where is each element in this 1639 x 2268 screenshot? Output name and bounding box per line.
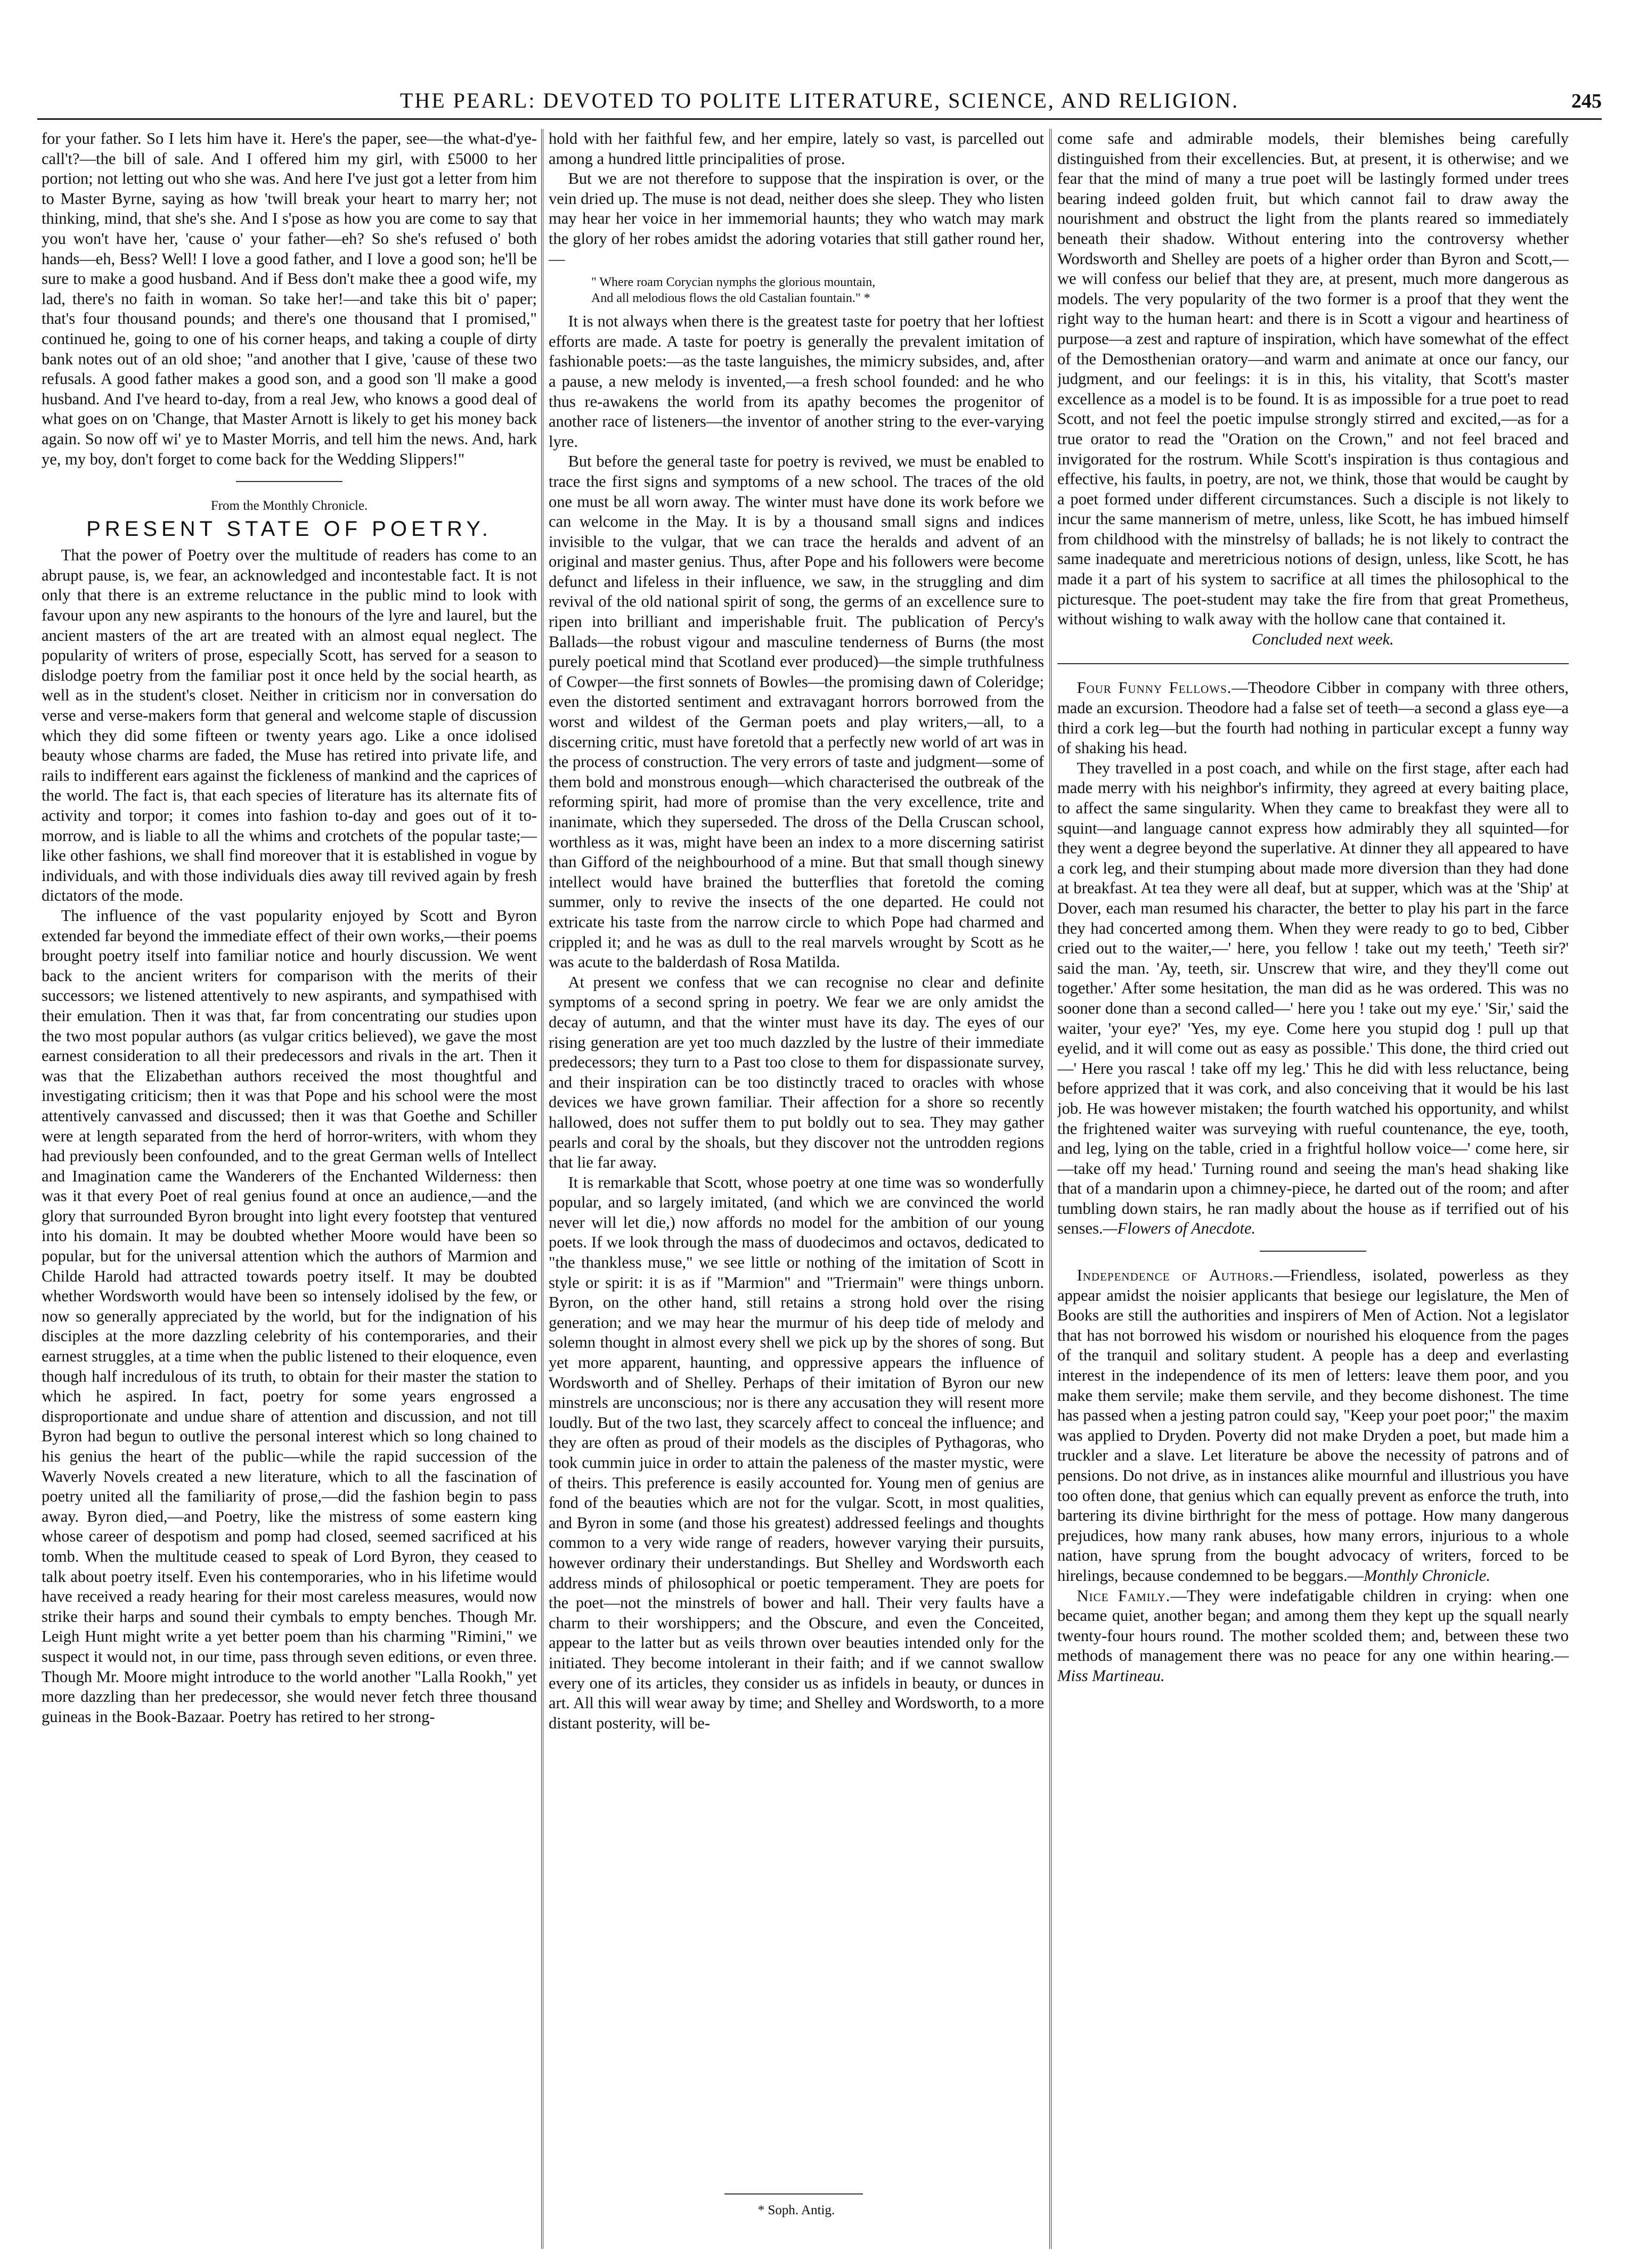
verse-line: And all melodious flows the old Castalian fountain." * [591, 291, 870, 306]
column-1 [42, 129, 537, 2238]
anecdote-source: —Flowers of Anecdote. [1103, 1219, 1256, 1238]
concluded-note: Concluded next week. [1251, 630, 1394, 648]
essay-text: —Friendless, isolated, powerless as they appear amidst the noisier applicants that besiege our legislature, the Men of Books are still the authorities and inspirers of Men of Action. Not a legislator that has not borrowed his wisdom or nourished his eloquence from the pages of the tranquil and solitary student. A people has a deep and everlasting interest in the independence of its men of letters: leave them poor, and you make them servile; make them servile, and they become dishonest. The time has passed when a jesting patron could say, "Keep your poet poor;" the maxim was applied to Dryden. Poverty did not make Dryden a poet, but made him a truckler and a slave. Let literature be above the necessity of patrons and of pensions. Do not drive, as in instances alike mournful and illustrious you have too often done, that genius which can equally prevent as enforce the truth, into bartering its divine birthright for the mess of pottage. How many dangerous prejudices, how many rank abuses, how many errors, injurious to a whole nation, have sprung from the bought advocacy of writers, forced to be hirelings, because condemned to be beggars.— [1057, 1266, 1569, 1585]
anecdote-text: They travelled in a post coach, and while on the first stage, after each had made merry with his neighbor's infirmity, they agreed at every baiting place, to affect the same singularity. When they came to breakfast they were all to squint—and language cannot express how admirably they all squinted—for they went a degree beyond the superlative. At dinner they all appeared to have a cork leg, and their stumping about made more diversion than they had done at breakfast. At tea they were all deaf, but at supper, which was at the 'Ship' at Dover, each man resumed his character, the better to play his part in the farce they had concerted among them. When they were ready to go to bed, Cibber cried out to the waiter,—' here, you fellow ! take out my teeth,' 'Teeth sir?' said the man. 'Ay, teeth, sir. Unscrew that wire, and they they'll come out together.' After some hesitation, the man did as he was ordered. This was no sooner done than a second called—' here you ! take out my eye.' 'Sir,' said the waiter, 'your eye?' 'Yes, my eye. Come here you stupid dog ! pull up that eyelid, and it will come out as easy as possible.' This done, the third cried out—' Here you rascal ! take off my leg.' This he did with less reluctance, being before apprized that it was cork, and also conceiving that it would be his last job. He was however mistaken; the fourth watched his opportunity, and whilst the frightened waiter was surveying with rueful countenance, the eye, tooth, and leg, lying on the table, cried in a frightful hollow voice—' come here, sir—take off my head.' Turning round and seeing the man's head shaking like that of a mandarin upon a chimney-piece, he darted out of the room; and after tumbling down stairs, he ran madly about the house as if terrified out of his senses. [1057, 758, 1569, 1238]
article-paragraph: But before the general taste for poetry is revived, we must be enabled to trace the first signs and symptoms of a new school. The traces of the old one must be all worn away. The winter must have done its work before we can welcome in the May. It is by a thousand small signs and indices invisible to the vulgar, that we can trace the heralds and advent of an original and master genius. Thus, after Pope and his followers were become defunct and lifeless in their influence, we saw, in the struggling and dim revival of the old national spirit of song, the germs of an excellence sure to ripen into brilliant and imperishable fruit. The publication of Percy's Ballads—the robust vigour and masculine tenderness of Burns (the most purely poetical mind that Scotland ever produced)—the simple truthfulness of Cowper—the first sonnets of Bowles—the promising dawn of Coleridge; even the distorted sentiment and extravagant horrors borrowed from the worst and wildest of the German poets and play writers,—all, to a discerning critic, must have foretold that a perfectly new world of art was in the process of construction. The very errors of taste and judgment—some of them bold and monstrous enough—which characterised the outbreak of the reforming spirit, had more of promise than the very excellence, trite and inanimate, which they superseded. The dross of the Della Cruscan school, worthless as it was, might have been an index to a more discerning satirist than Gifford of the neighbourhood of a mine. But that small though sinewy intellect would have brained the butterflies that foretold the coming summer, only to revive the insects of the one departed. He could not extricate his taste from the narrow circle to which Pope had charmed and crippled it; and he was as dull to the real marvels wrought by Scott as he was acute to the balderdash of Rosa Matilda. [549, 452, 1044, 972]
column-3 [1057, 129, 1569, 2238]
article-paragraph: hold with her faithful few, and her empire, lately so vast, is parcelled out among a hundred little principalities of prose. [549, 129, 1044, 168]
page-header [37, 80, 1602, 120]
essay-heading: Independence of Authors. [1077, 1266, 1274, 1285]
page-number: 245 [1571, 90, 1602, 112]
anecdote-text: —Theodore Cibber in company with three others, made an excursion. Theodore had a false set of teeth—a second a glass eye—a third a cork leg—but the fourth had nothing in particular except a funny way of shaking his head. [1057, 679, 1569, 757]
article-source: From the Monthly Chronicle. [210, 499, 368, 513]
column-2 [549, 129, 1044, 2238]
article-paragraph: come safe and admirable models, their blemishes being carefully distinguished from their excellencies. But, at present, it is otherwise; and we fear that the mind of many a true poet will be lastingly formed under trees bearing indeed golden fruit, but which cannot fail to draw away the nourishment and obstruct the light from the plants reared so immediately beneath their shadow. Without entering into the controversy whether Wordsworth and Shelley are poets of a higher order than Byron and Scott,—we will confess our belief that they are, at present, much more dangerous as models. The very popularity of the two former is a proof that they went the right way to the human heart: and there is in Scott a vigour and heartiness of purpose—a zest and rapture of inspiration, which have somewhat of the effect of the Demosthenian oratory—and warm and animate at once our fancy, our judgment, and our feelings: it is in this, his vitality, that Scott's master excellence as a model is to be found. It is as impossible for a true poet to read Scott, and not feel the poetic impulse strongly stirred and excited,—as for a true orator to read the "Oration on the Crown," and not feel braced and invigorated for the rostrum. While Scott's inspiration is thus contagious and effective, his faults, in poetry, are not, we think, those that would be caught by a poet formed under different circumstances. Such a disciple is not likely to incur the same mannerism of metre, unless, like Scott, he has imbued himself from childhood with the minstrelsy of ballads; he is not likely to contract the same inadequate and meretricious notions of design, unless, like Scott, he has made it a part of his system to sacrifice at all times the philosophical to the picturesque. The poet-student may take the fire from that great Prometheus, without wishing to walk away with the hollow cane that contained it. [1057, 129, 1569, 629]
note-paragraph [1057, 1586, 1569, 1686]
article-paragraph: At present we confess that we can recognise no clear and definite symptoms of a second spring in poetry. We fear we are only amidst the decay of autumn, and that the winter must have its day. The eyes of our rising generation are yet too much dazzled by the lustre of their immediate predecessors; they turn to a Past too close to them for dispassionate survey, and their inspiration can be too distinctly traced to oracles with whose devices we have grown familiar. Their affection for a shore so recently hallowed, does not suffer them to put boldly out to sea. They may gather pearls and coral by the shoals, but they discover not the untrodden regions that lie far away. [549, 973, 1044, 1172]
section-divider [1057, 663, 1569, 664]
article-paragraph: That the power of Poetry over the multitude of readers has come to an abrupt pause, is, we fear, an acknowledged and incontestable fact. It is not only that there is an extreme reluctance in the public mind to look with favour upon any new aspirants to the honours of the lyre and laurel, but the ancient masters of the art are treated with an almost equal neglect. The popularity of writers of prose, especially Scott, has served for a season to dislodge poetry from the familiar post it once held by the social hearth, as well as in the student's closet. Neither in criticism nor in conversation do verse and verse-makers form that general and welcome staple of discussion which they did some fifteen or twenty years ago. Like a once idolised beauty whose charms are faded, the Muse has retired into private life, and rails to indifferent ears against the fickleness of mankind and the caprices of the world. The fact is, that each species of literature has its alternate fits of activity and torpor; it comes into fashion to-day and goes out of it to-morrow, and is liable to all the whims and crotchets of the popular taste;—like other fashions, we shall find moreover that it is established in vogue by individuals, and with those individuals dies away till revived again by fresh dictators of the mode. [42, 546, 537, 905]
section-divider [1260, 1251, 1366, 1252]
article-paragraph: It is not always when there is the greatest taste for poetry that her loftiest efforts are made. A taste for poetry is generally the prevalent imitation of fashionable poets:—as the taste languishes, the mimicry subsides, and, after a pause, a new melody is invented,—a fresh school founded: and he who thus re-awakens the world from its apathy becomes the progenitor of another race of listeners—the inventor of another string to the ever-varying lyre. [549, 312, 1044, 451]
article-paragraph: But we are not therefore to suppose that the inspiration is over, or the vein dried up. The muse is not dead, neither does she sleep. They who listen may hear her voice in her immemorial haunts; they who watch may mark the glory of her robes amidst the adoring votaries that still gather round her,— [549, 169, 1044, 268]
column-rule-left [541, 129, 543, 2249]
note-source: —Miss Martineau. [1057, 1646, 1569, 1685]
essay-source: Monthly Chronicle. [1364, 1566, 1490, 1585]
verse-line: " Where roam Corycian nymphs the glorious mountain, [591, 275, 876, 290]
column-rule-right [1049, 129, 1051, 2249]
article-title: PRESENT STATE OF POETRY. [86, 517, 492, 541]
article-paragraph: The influence of the vast popularity enjoyed by Scott and Byron extended far beyond the immediate effect of their own works,—their poems brought poetry itself into familiar notice and hourly discussion. We went back to the ancient writers for comparison with the merits of their successors; we listened attentively to new aspirants, and sympathised with their emulation. Then it was that, far from concentrating our studies upon the two most popular authors (as vulgar critics believed), we gave the most earnest consideration to all their predecessors and rivals in the art. Then it was that the Elizabethan authors received the most thoughtful and investigating criticism; then it was that Pope and his school were the most attentively canvassed and discussed; then it was that Goethe and Schiller were at length separated from the herd of horror-writers, with whom they had previously been confounded, and to the great German wells of Intellect and Imagination came the Wanderers of the Enchanted Wilderness: then was it that every Poet of real genius found at once an audience,—and the glory that surrounded Byron brought into light every footstep that ventured into his domain. It may be doubted whether Moore would have been so popular, but for the universal attention which the authors of Marmion and Childe Harold had attracted towards poetry itself. It may be doubted whether Wordsworth would have been so intensely idolised by the few, or now so generally appreciated by the world, but for the indignation of his disciples at the more dazzling celebrity of his contemporaries, and their earnest struggles, at a time when the public listened to their eloquence, even though half incredulous of its truth, to obtain for their master the station to which he aspired. In fact, poetry for some years engrossed a disproportionate and undue share of attention and discussion, and not till Byron had begun to outlive the personal interest which so long chained to his genius the heart of the public—while the rapid succession of the Waverly Novels created a new literature, which to all the fascination of poetry united all the familiarity of prose,—did the fashion begin to pass away. Byron died,—and Poetry, like the mistress of some eastern king whose career of despotism and pomp had closed, seemed sacrificed at his tomb. When the multitude ceased to speak of Lord Byron, they ceased to talk about poetry itself. Even his contemporaries, who in his lifetime would have received a ready hearing for their most careless measures, would now strike their harps and sound their cymbals to empty benches. Though Mr. Leigh Hunt might write a yet better poem than his charming "Rimini," we suspect it would not, in our time, pass through seven editions, or even three. Though Mr. Moore might introduce to the world another "Lalla Rookh," yet more dazzling than her predecessor, she would never fetch three thousand guineas in the Book-Bazaar. Poetry has retired to her strong- [42, 906, 537, 1726]
section-divider [236, 481, 343, 482]
note-heading: Nice Family. [1077, 1586, 1171, 1605]
article-paragraph: It is remarkable that Scott, whose poetry at one time was so wonderfully popular, and so largely imitated, (and which we are convinced the world never will let die,) now affords no model for the ambition of our young poets. If we look through the mass of duodecimos and octavos, dedicated to "the thankless muse," we see little or nothing of the imitation of Scott in style or spirit: it is as if "Marmion" and "Triermain" were things unborn. Byron, on the other hand, still retains a strong hold over the rising generation; and we may hear the murmur of his deep tide of melody and solemn thought in almost every shell we pick up by the shores of song. But yet more apparent, haunting, and oppressive appears the influence of Wordsworth and of Shelley. Perhaps of their imitation of Byron our new minstrels are unconscious; nor is there any accusation they will resent more loudly. But of the two last, they scarcely affect to conceal the influence; and they are often as proud of their models as the disciples of Pythagoras, who took cummin juice in order to attain the paleness of the master mystic, were of theirs. This preference is easily accounted for. Young men of genius are fond of the beauties which are not for the vulgar. Scott, in most qualities, and Byron in some (and those his greatest) addressed feelings and thoughts common to a very wide range of readers, however varying their pursuits, however ordinary their understandings. But Shelley and Wordsworth each address minds of philosophical or poetic temperament. They are poets for the poet—not the minstrels of bower and hall. Their very faults have a charm to their worshippers; and the Obscure, and even the Conceited, appear to the latter but as veils thrown over beauties intended only for the initiated. They become intolerant in their faith; and if we cannot swallow every one of its articles, they consider us as infidels in beauty, or dunces in art. All this will wear away by time; and Shelley and Wordsworth, to a more distant posterity, will be- [549, 1173, 1044, 1732]
footnote: * Soph. Antig. [757, 2203, 835, 2217]
anecdote-heading: Four Funny Fellows. [1077, 679, 1232, 697]
anecdote-paragraph [1057, 678, 1569, 758]
note-text: —They were indefatigable children in crying: when one became quiet, another began; and among them they kept up the squall nearly twenty-four hours round. The mother scolded them; and, between these two methods of management there was no peace for any one within hearing. [1057, 1586, 1569, 1665]
running-title: THE PEARL: DEVOTED TO POLITE LITERATURE, SCIENCE, AND RELIGION. [399, 88, 1240, 112]
story-continuation: for your father. So I lets him have it. Here's the paper, see—the what-d'ye-call't?—the bill of sale. And I offered him my girl, with £5000 to her portion; not letting out who she was. And here I've just got a letter from him to Master Byrne, saying as how 'twill break your heart to marry her; not thinking, mind, that she's she. And I s'pose as how you are come to say that you won't have her, 'cause o' your father—eh? So she's refused o' both hands—eh, Bess? Well! I love a good father, and I love a good son; he'll be sure to make a good husband. And if Bess don't make thee a good wife, my lad, there's no faith in woman. So take her!—and take this bit o' paper; that's four thousand pounds; and there's one thousand that I promised," continued he, going to one of his corner heaps, and taking a couple of dirty bank notes out of an old shoe; "and another that I give, 'cause of these two refusals. A good father makes a good son, and a good son 'll make a good husband. And I've heard to-day, from a real Jew, who knows a good deal of what goes on on 'Change, that Master Arnott is likely to get his money back again. So now off wi' ye to Master Morris, and tell him the news. And, hark ye, my boy, don't forget to come back for the Wedding Slippers!" [42, 129, 537, 468]
essay-paragraph [1057, 1266, 1569, 1586]
footnote-rule [724, 2193, 863, 2194]
anecdote-paragraph [1057, 758, 1569, 1239]
verse-quotation [591, 274, 1044, 306]
